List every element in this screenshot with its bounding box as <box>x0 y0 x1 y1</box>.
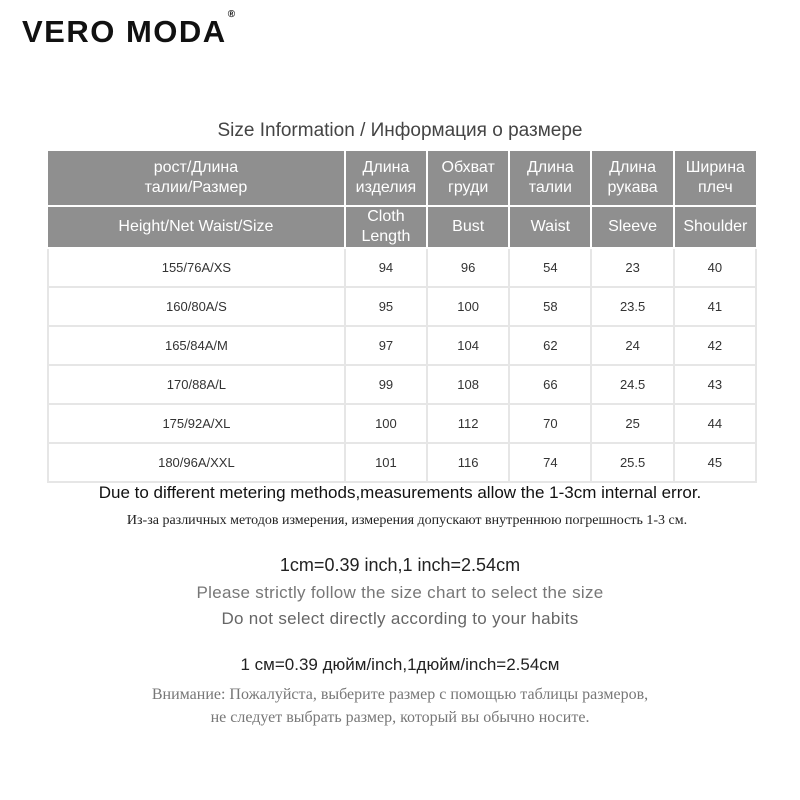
measurement-cell: 66 <box>509 365 591 404</box>
header-cell-en-1: Cloth Length <box>345 206 427 248</box>
measurement-cell: 96 <box>427 248 509 287</box>
measurement-cell: 43 <box>674 365 756 404</box>
size-table <box>47 151 757 483</box>
measurement-cell: 40 <box>674 248 756 287</box>
table-row <box>48 287 756 326</box>
advice-line-1: Please strictly follow the size chart to select the size <box>196 583 604 602</box>
measurement-cell: 100 <box>427 287 509 326</box>
table-row <box>48 365 756 404</box>
error-note-russian: Из-за различных методов измерения, измерения допускают внутреннюю погрешность 1-3 см. <box>126 513 688 528</box>
measurement-cell: 94 <box>345 248 427 287</box>
measurement-cell: 24.5 <box>591 365 673 404</box>
measurement-cell: 99 <box>345 365 427 404</box>
size-label-cell: 165/84A/M <box>48 326 345 365</box>
header-cell-ru-1: Длина изделия <box>345 151 427 206</box>
measurement-cell: 45 <box>674 443 756 482</box>
measurement-cell: 97 <box>345 326 427 365</box>
measurement-cell: 112 <box>427 404 509 443</box>
size-label-cell: 175/92A/XL <box>48 404 345 443</box>
measurement-cell: 108 <box>427 365 509 404</box>
measurement-cell: 58 <box>509 287 591 326</box>
table-row <box>48 326 756 365</box>
attention-line-2: не следует выбрать размер, который вы обычно носите. <box>210 709 590 726</box>
measurement-cell: 25 <box>591 404 673 443</box>
header-cell-ru-4: Длина рукава <box>591 151 673 206</box>
page-title: Size Information / Информация о размере <box>217 120 583 141</box>
measurement-cell: 116 <box>427 443 509 482</box>
header-cell-ru-2: Обхват груди <box>427 151 509 206</box>
advice-line-2: Do not select directly according to your habits <box>221 609 579 628</box>
measurement-cell: 95 <box>345 287 427 326</box>
measurement-cell: 42 <box>674 326 756 365</box>
registered-mark: ® <box>227 8 237 20</box>
header-cell-en-3: Waist <box>509 206 591 248</box>
measurement-cell: 23 <box>591 248 673 287</box>
measurement-cell: 62 <box>509 326 591 365</box>
measurement-cell: 25.5 <box>591 443 673 482</box>
conversion-english: 1cm=0.39 inch,1 inch=2.54cm <box>279 555 521 575</box>
attention-line-1: Внимание: Пожалуйста, выберите размер с помощью таблицы размеров, <box>151 686 649 703</box>
conversion-russian: 1 см=0.39 дюйм/inch,1дюйм/inch=2.54см <box>240 655 560 674</box>
size-label-cell: 180/96A/XXL <box>48 443 345 482</box>
table-row <box>48 404 756 443</box>
measurement-cell: 44 <box>674 404 756 443</box>
table-body <box>48 248 756 482</box>
header-cell-en-2: Bust <box>427 206 509 248</box>
brand-logo <box>22 8 237 50</box>
brand-name: VERO MODA <box>22 14 227 49</box>
size-label-cell: 160/80A/S <box>48 287 345 326</box>
header-cell-ru-5: Ширина плеч <box>674 151 756 206</box>
header-cell-en-5: Shoulder <box>674 206 756 248</box>
table-header-russian <box>48 151 756 206</box>
header-cell-en-4: Sleeve <box>591 206 673 248</box>
measurement-cell: 23.5 <box>591 287 673 326</box>
size-label-cell: 155/76A/XS <box>48 248 345 287</box>
size-label-cell: 170/88A/L <box>48 365 345 404</box>
header-cell-ru-0: рост/Длина талии/Размер <box>48 151 345 206</box>
header-cell-en-0: Height/Net Waist/Size <box>48 206 345 248</box>
measurement-cell: 100 <box>345 404 427 443</box>
error-note-english: Due to different metering methods,measurements allow the 1-3cm internal error. <box>98 483 702 502</box>
header-cell-ru-3: Длина талии <box>509 151 591 206</box>
measurement-cell: 101 <box>345 443 427 482</box>
measurement-cell: 41 <box>674 287 756 326</box>
measurement-cell: 104 <box>427 326 509 365</box>
table-header-english <box>48 206 756 248</box>
table-row <box>48 248 756 287</box>
table-row <box>48 443 756 482</box>
measurement-cell: 74 <box>509 443 591 482</box>
measurement-cell: 24 <box>591 326 673 365</box>
measurement-cell: 54 <box>509 248 591 287</box>
measurement-cell: 70 <box>509 404 591 443</box>
